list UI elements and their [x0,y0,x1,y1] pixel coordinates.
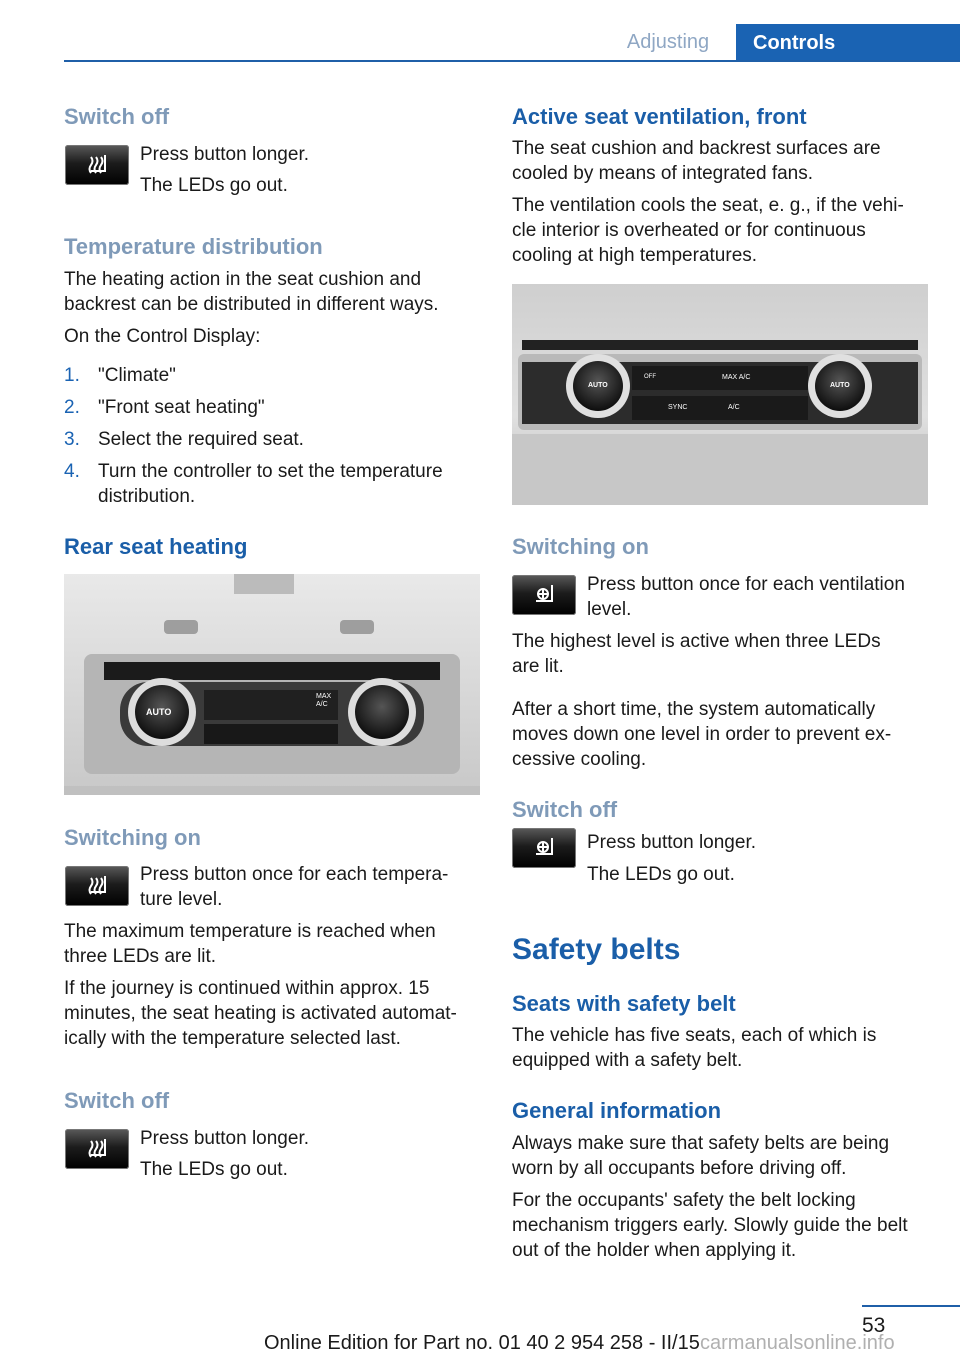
vent-switch-off-line1: Press button longer. [587,832,756,853]
step-text: "Front seat heating" [98,397,265,418]
ventilation-heading: Active seat ventilation, front [512,104,807,129]
switch-off-2-line1: Press button longer. [140,1128,309,1149]
max-ac-label: MAX A/C [722,374,751,381]
vent-switching-on-heading: Switching on [512,534,649,559]
ac-label: A/C [728,404,740,411]
seats-heading: Seats with safety belt [512,991,736,1016]
vent-switching-on-p1: The highest level is active when three LEDs are lit. [512,631,881,677]
switch-off-heading: Switch off [64,104,170,129]
front-climate-panel-photo [512,284,928,505]
seats-body: The vehicle has five seats, each of which is equipped with a safety belt. [512,1025,877,1071]
auto-label: AUTO [146,707,172,717]
switching-on-p1: The maximum temperature is reached when three LEDs are lit. [64,921,436,967]
general-info-p2: For the occupants' safety the belt locking mechanism triggers early. Slowly guide the belt out of the holder when applying it. [512,1190,908,1261]
temp-dist-heading: Temperature distribution [64,234,323,259]
footer-rule [862,1305,960,1307]
safety-belts-heading: Safety belts [512,933,681,966]
vent-switch-off-heading: Switch off [512,797,618,822]
rear-climate-panel-photo [64,574,480,795]
max-ac-label: MAX A/C [316,693,332,708]
step-text: Turn the controller to set the temperature distribution. [98,461,443,507]
switch-off-heading-2: Switch off [64,1088,170,1113]
vent-switching-on-line1: Press button once for each ventilation level. [587,574,905,620]
general-info-heading: General information [512,1098,722,1123]
seat-ventilation-icon [512,828,576,868]
seat-heating-icon [65,1129,129,1169]
switch-off-line2: The LEDs go out. [140,175,288,196]
temp-dist-body: The heating action in the seat cushion and backrest can be distributed in different ways. [64,269,439,315]
step-number: 1. [64,365,80,386]
switching-on-heading: Switching on [64,825,201,850]
off-label: OFF [644,374,656,380]
seat-ventilation-icon [512,575,576,615]
step-number: 2. [64,397,80,418]
seat-heating-icon [65,866,129,906]
sync-label: SYNC [668,404,688,411]
switching-on-line1: Press button once for each tempera‐ture level. [140,864,449,910]
page-number: 53 [862,1314,886,1337]
switching-on-p2: If the journey is continued within approx. 15 minutes, the seat heating is activated automat‐ically with the temperature selected last. [64,978,457,1049]
auto-left-label: AUTO [588,382,608,389]
header-rule [64,60,960,62]
header-chapter: Controls [736,24,960,62]
step-text: "Climate" [98,365,176,386]
ventilation-p2: The ventilation cools the seat, e. g., if the vehi‐cle interior is overheated or for continuous cooling at high temperatures. [512,195,904,266]
switch-off-line1: Press button longer. [140,144,309,165]
switch-off-2-line2: The LEDs go out. [140,1159,288,1180]
rear-seat-heading: Rear seat heating [64,534,248,559]
header-section: Adjusting [626,31,710,53]
vent-switch-off-line2: The LEDs go out. [587,864,735,885]
auto-right-label: AUTO [830,382,850,389]
vent-switching-on-p2: After a short time, the system automatically moves down one level in order to prevent ex‐cessive cooling. [512,699,892,770]
watermark: carmanualsonline.info [700,1332,895,1354]
ventilation-p1: The seat cushion and backrest surfaces are cooled by means of integrated fans. [512,138,881,184]
step-number: 3. [64,429,80,450]
seat-heating-icon [65,145,129,185]
footer-edition: Online Edition for Part no. 01 40 2 954 258 - II/15 [264,1332,700,1354]
step-number: 4. [64,461,80,482]
step-text: Select the required seat. [98,429,304,450]
general-info-p1: Always make sure that safety belts are being worn by all occupants before driving off. [512,1133,890,1179]
temp-dist-intro: On the Control Display: [64,326,261,347]
